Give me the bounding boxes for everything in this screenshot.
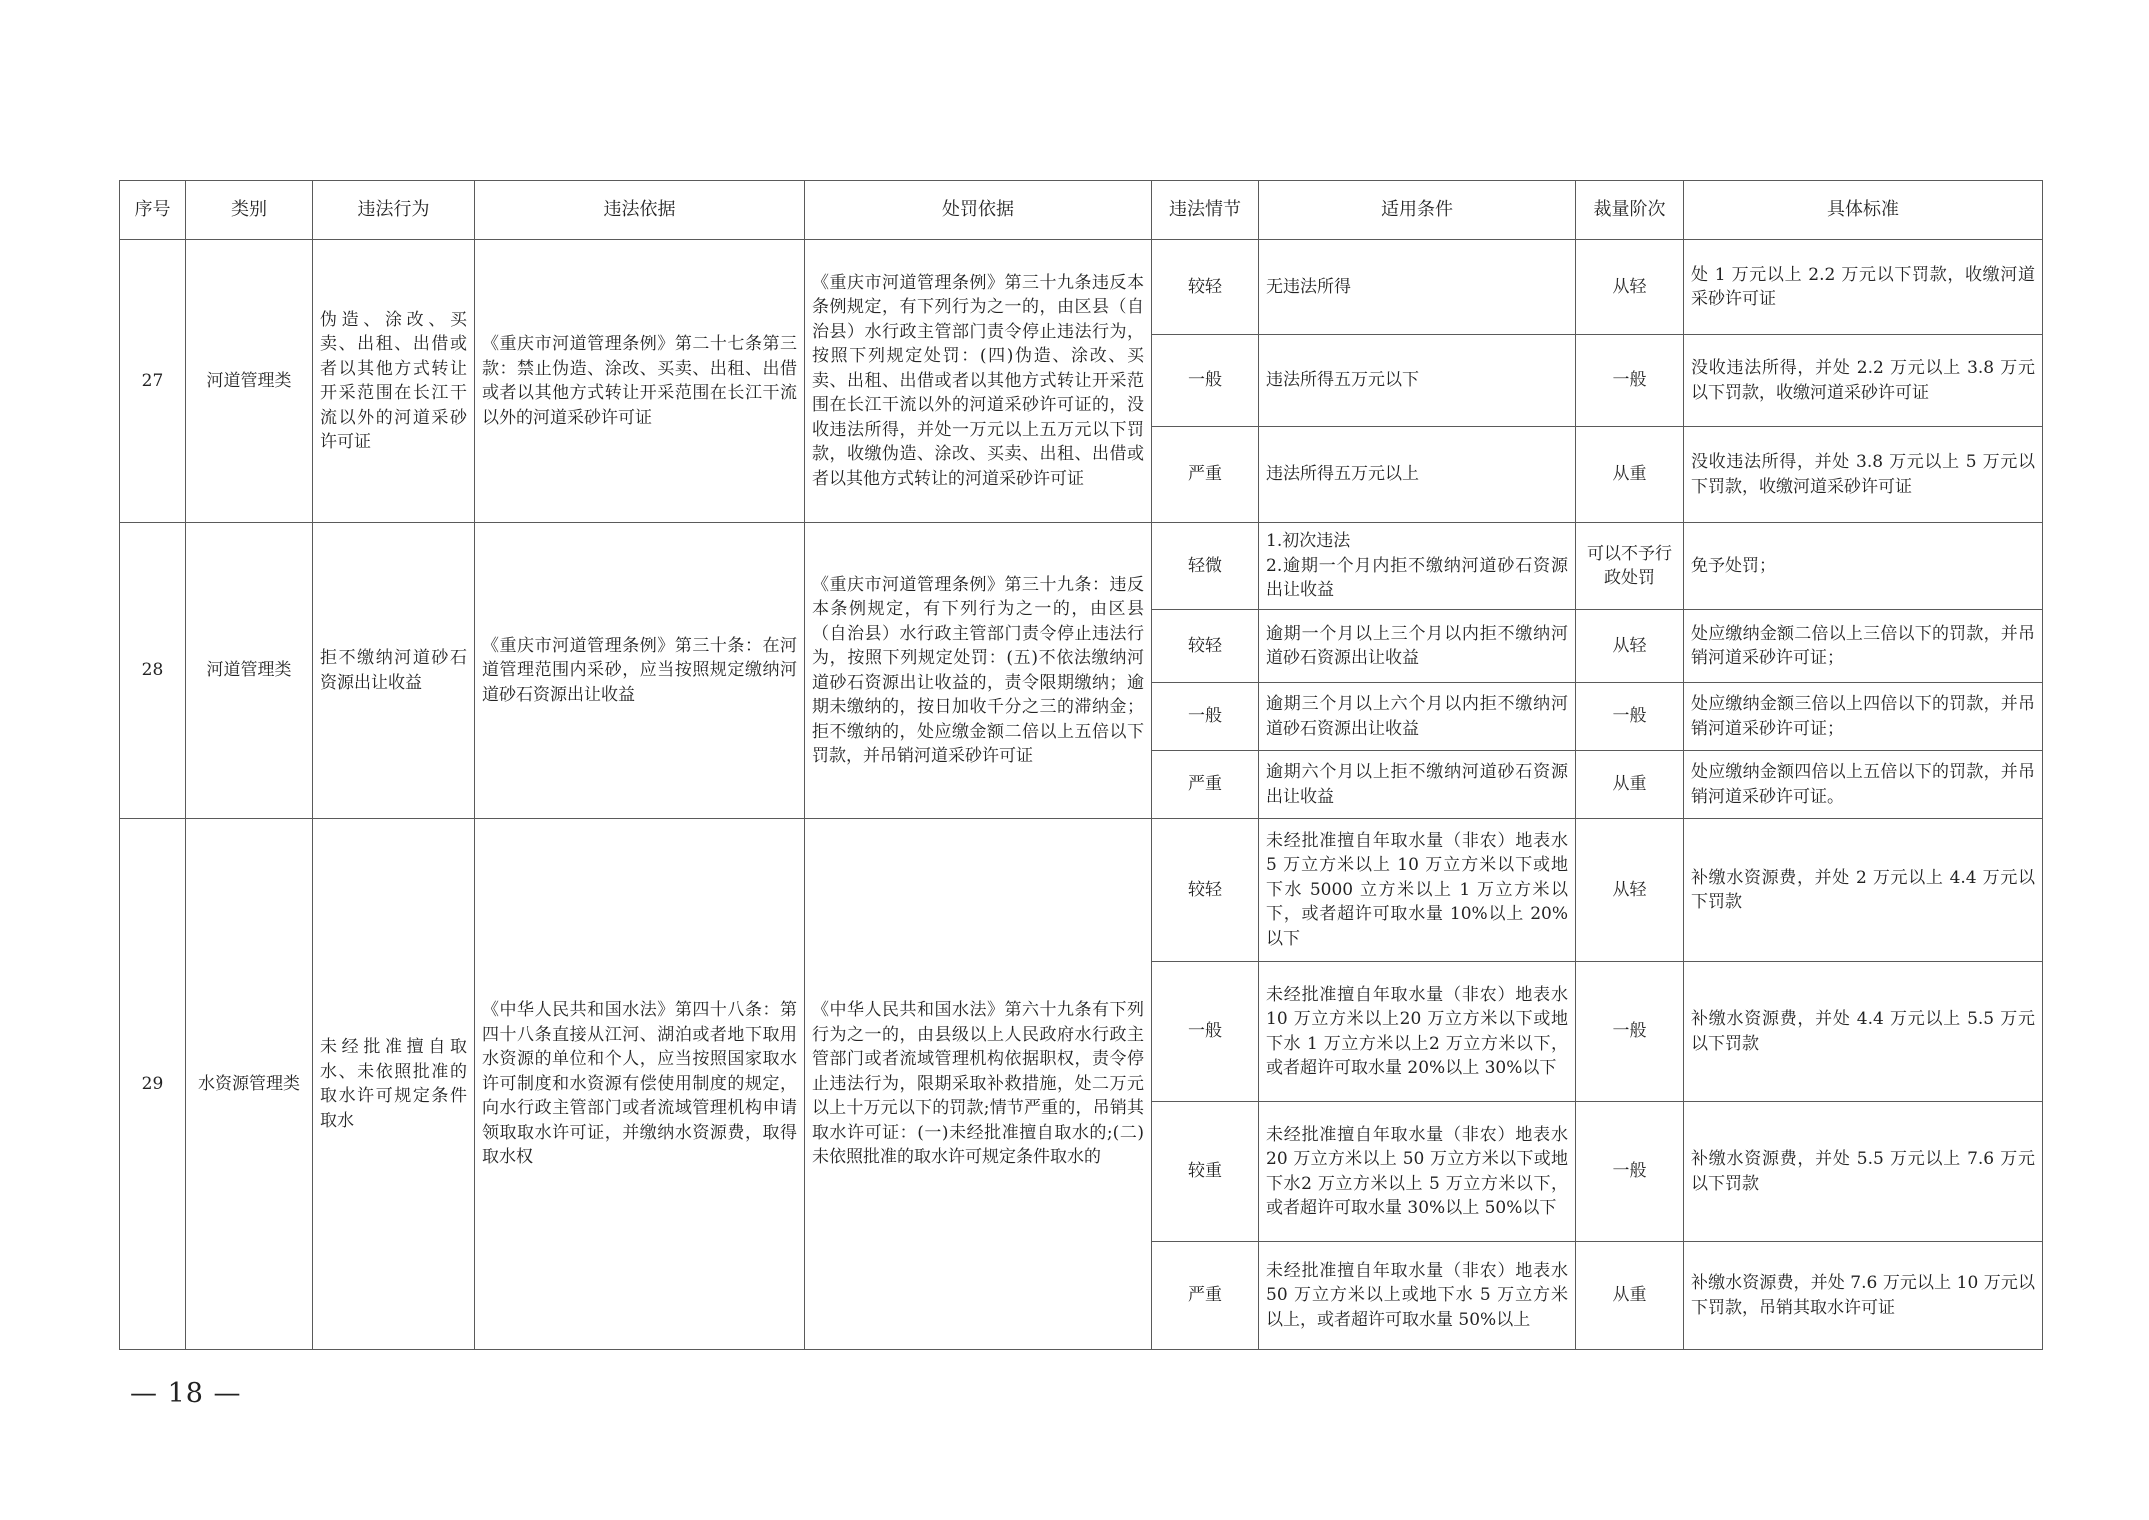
header-specific-standard: 具体标准 [1684,181,2043,240]
row-specific-standard: 免予处罚； [1684,523,2043,610]
row-penalty-basis: 《重庆市河道管理条例》第三十九条违反本条例规定，有下列行为之一的，由区县（自治县）水行政主管部门责令停止违法行为，按照下列规定处罚：(四)伪造、涂改、买卖、出租、出借或者以其他方式转让开采范围在长江干流以外的河道采砂许可证的，没收违法所得，并处一万元以上五万元以下罚款，收缴伪造、涂改、买卖、出租、出借或者以其他方式转让的河道采砂许可证 [805,240,1152,523]
row-specific-standard: 补缴水资源费，并处 5.5 万元以上 7.6 万元以下罚款 [1684,1102,2043,1242]
row-no: 28 [120,523,186,819]
row-illegal-act: 未经批准擅自取水、未依照批准的取水许可规定条件取水 [313,819,475,1350]
row-applicable-condition: 逾期六个月以上拒不缴纳河道砂石资源出让收益 [1259,751,1576,819]
row-discretion-grade: 可以不予行政处罚 [1576,523,1684,610]
row-specific-standard: 补缴水资源费，并处 7.6 万元以上 10 万元以下罚款，吊销其取水许可证 [1684,1242,2043,1350]
header-circumstance: 违法情节 [1152,181,1259,240]
row-circumstance: 严重 [1152,1242,1259,1350]
row-illegal-basis: 《重庆市河道管理条例》第二十七条第三款：禁止伪造、涂改、买卖、出租、出借或者以其他方式转让开采范围在长江干流以外的河道采砂许可证 [475,240,805,523]
header-no: 序号 [120,181,186,240]
row-applicable-condition: 违法所得五万元以下 [1259,335,1576,427]
row-discretion-grade: 一般 [1576,683,1684,751]
row-specific-standard: 没收违法所得，并处 2.2 万元以上 3.8 万元以下罚款，收缴河道采砂许可证 [1684,335,2043,427]
row-specific-standard: 补缴水资源费，并处 4.4 万元以上 5.5 万元以下罚款 [1684,962,2043,1102]
page-number: — 18 — [130,1378,242,1409]
row-discretion-grade: 从轻 [1576,240,1684,335]
row-circumstance: 一般 [1152,962,1259,1102]
row-specific-standard: 处应缴纳金额二倍以上三倍以下的罚款，并吊销河道采砂许可证； [1684,610,2043,683]
row-discretion-grade: 一般 [1576,1102,1684,1242]
header-applicable-condition: 适用条件 [1259,181,1576,240]
row-discretion-grade: 一般 [1576,335,1684,427]
row-circumstance: 一般 [1152,683,1259,751]
row-discretion-grade: 从重 [1576,1242,1684,1350]
header-illegal-act: 违法行为 [313,181,475,240]
row-penalty-basis: 《重庆市河道管理条例》第三十九条：违反本条例规定，有下列行为之一的，由区县（自治县）水行政主管部门责令停止违法行为，按照下列规定处罚：(五)不依法缴纳河道砂石资源出让收益的，责令限期缴纳；逾期未缴纳的，按日加收千分之三的滞纳金；拒不缴纳的，处应缴金额二倍以上五倍以下罚款，并吊销河道采砂许可证 [805,523,1152,819]
row-category: 河道管理类 [186,523,313,819]
row-discretion-grade: 从轻 [1576,819,1684,962]
row-illegal-basis: 《中华人民共和国水法》第四十八条：第四十八条直接从江河、湖泊或者地下取用水资源的单位和个人，应当按照国家取水许可制度和水资源有偿使用制度的规定，向水行政主管部门或者流域管理机构申请领取取水许可证，并缴纳水资源费，取得取水权 [475,819,805,1350]
row-specific-standard: 处应缴纳金额四倍以上五倍以下的罚款，并吊销河道采砂许可证。 [1684,751,2043,819]
row-discretion-grade: 从重 [1576,751,1684,819]
row-applicable-condition: 未经批准擅自年取水量（非农）地表水 10 万立方米以上20 万立方米以下或地下水 1 万立方米以上2 万立方米以下，或者超许可取水量 20%以上 30%以下 [1259,962,1576,1102]
row-applicable-condition: 未经批准擅自年取水量（非农）地表水 5 万立方米以上 10 万立方米以下或地下水 5000 立方米以上 1 万立方米以下，或者超许可取水量 10%以上 20%以下 [1259,819,1576,962]
row-applicable-condition: 逾期一个月以上三个月以内拒不缴纳河道砂石资源出让收益 [1259,610,1576,683]
header-discretion-grade: 裁量阶次 [1576,181,1684,240]
row-circumstance: 一般 [1152,335,1259,427]
row-applicable-condition: 无违法所得 [1259,240,1576,335]
table-row [120,523,2043,610]
header-illegal-basis: 违法依据 [475,181,805,240]
row-circumstance: 轻微 [1152,523,1259,610]
penalty-discretion-table [119,180,2043,1350]
row-illegal-act: 拒不缴纳河道砂石资源出让收益 [313,523,475,819]
row-specific-standard: 处 1 万元以上 2.2 万元以下罚款，收缴河道采砂许可证 [1684,240,2043,335]
row-category: 河道管理类 [186,240,313,523]
row-specific-standard: 补缴水资源费，并处 2 万元以上 4.4 万元以下罚款 [1684,819,2043,962]
row-discretion-grade: 一般 [1576,962,1684,1102]
header-category: 类别 [186,181,313,240]
row-discretion-grade: 从轻 [1576,610,1684,683]
row-category: 水资源管理类 [186,819,313,1350]
row-circumstance: 较重 [1152,1102,1259,1242]
table-header-row [120,181,2043,240]
row-circumstance: 较轻 [1152,819,1259,962]
row-illegal-basis: 《重庆市河道管理条例》第三十条：在河道管理范围内采砂，应当按照规定缴纳河道砂石资源出让收益 [475,523,805,819]
table-row [120,240,2043,335]
row-circumstance: 较轻 [1152,240,1259,335]
header-penalty-basis: 处罚依据 [805,181,1152,240]
row-no: 27 [120,240,186,523]
row-circumstance: 严重 [1152,427,1259,523]
row-applicable-condition: 违法所得五万元以上 [1259,427,1576,523]
row-applicable-condition: 1.初次违法 2.逾期一个月内拒不缴纳河道砂石资源出让收益 [1259,523,1576,610]
row-specific-standard: 处应缴纳金额三倍以上四倍以下的罚款，并吊销河道采砂许可证； [1684,683,2043,751]
row-circumstance: 严重 [1152,751,1259,819]
row-applicable-condition: 逾期三个月以上六个月以内拒不缴纳河道砂石资源出让收益 [1259,683,1576,751]
row-specific-standard: 没收违法所得，并处 3.8 万元以上 5 万元以下罚款，收缴河道采砂许可证 [1684,427,2043,523]
table-row [120,819,2043,962]
row-circumstance: 较轻 [1152,610,1259,683]
row-applicable-condition: 未经批准擅自年取水量（非农）地表水 50 万立方米以上或地下水 5 万立方米以上，或者超许可取水量 50%以上 [1259,1242,1576,1350]
row-applicable-condition: 未经批准擅自年取水量（非农）地表水20 万立方米以上 50 万立方米以下或地下水2 万立方米以上 5 万立方米以下，或者超许可取水量 30%以上 50%以下 [1259,1102,1576,1242]
row-illegal-act: 伪造、涂改、买卖、出租、出借或者以其他方式转让开采范围在长江干流以外的河道采砂许可证 [313,240,475,523]
row-discretion-grade: 从重 [1576,427,1684,523]
row-penalty-basis: 《中华人民共和国水法》第六十九条有下列行为之一的，由县级以上人民政府水行政主管部门或者流域管理机构依据职权，责令停止违法行为，限期采取补救措施，处二万元以上十万元以下的罚款;情节严重的，吊销其取水许可证：(一)未经批准擅自取水的;(二)未依照批准的取水许可规定条件取水的 [805,819,1152,1350]
row-no: 29 [120,819,186,1350]
